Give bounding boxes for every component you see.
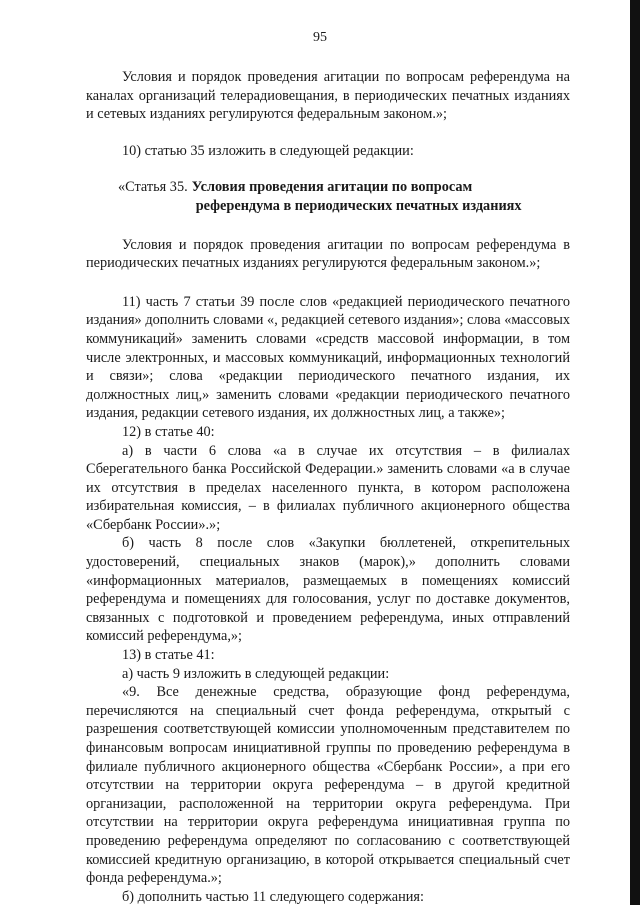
paragraph-item-12: 12) в статье 40: bbox=[122, 423, 215, 440]
paragraph-closing-clause: Условия и порядок проведения агитации по вопросам референдума на каналах организаций телерадиовещания, в периодических печатных изданиях и сетевых изданиях регулируются федеральным законом.»; bbox=[86, 69, 570, 123]
paragraph-item-12b: б) часть 8 после слов «Закупки бюллетеней, открепительных удостоверений, специальных знаков (марок),» дополнить словами «информационных материалов, размещаемых в помещениях комиссий референдума и помещениях для голосования, услуг по доставке документов, связанных с подготовкой и проведением референдума, иных отправлений комиссий референдума,»; bbox=[86, 535, 570, 645]
paragraph-item-10: 10) статью 35 изложить в следующей редакции: bbox=[122, 142, 414, 159]
paragraph-part-9-text: «9. Все денежные средства, образующие фонд референдума, перечисляются на специальный счет фонда референдума, открытый с разрешения соответствующей комиссии уполномоченным представителем по финансовым вопросам инициативной группы по проведению референдума в филиале публичного акционерного общества «Сбербанк России», а при его отсутствии на территории округа референдума – в другой кредитной организации, расположенной на территории округа референдума. При отсутствии на территории округа референдума инициативная группа по проведению референдума определяют по согласованию с соответствующей комиссией кредитную организацию, в которой открывается специальный счет фонда референдума.»; bbox=[86, 684, 570, 887]
paragraph-item-13a: а) часть 9 изложить в следующей редакции: bbox=[122, 665, 390, 682]
paragraph-item-13: 13) в статье 41: bbox=[122, 647, 215, 664]
article-heading-line-1: Условия проведения агитации по вопросам bbox=[191, 179, 473, 196]
paragraph-item-12a: а) в части 6 слова «а в случае их отсутствия – в филиалах Сберегательного банка Российской Федерации.» заменить словами «а в случае их отсутствия в пределах населенного пункта, в котором расположена избирательная комиссия, – в филиалах публичного акционерного общества «Сбербанк России».»; bbox=[86, 442, 570, 533]
paragraph-item-11: 11) часть 7 статьи 39 после слов «редакцией периодического печатного издания» дополнить словами «, редакцией сетевого издания»; слова «массовых коммуникаций» заменить словами «средств массовой информации, в том числе электронных, и массовых коммуникаций, информационных технологий и связи»; слова «редакции периодического печатного издания, их должностных лиц,» заменить словами «редакции периодического печатного издания, редакции сетевого издания, их должностных лиц, а также»; bbox=[86, 293, 570, 422]
document-body bbox=[86, 68, 570, 906]
article-heading-title bbox=[188, 178, 522, 215]
paragraph-item-13b: б) дополнить частью 11 следующего содержания: bbox=[122, 888, 424, 905]
paragraph-article-35-text: Условия и порядок проведения агитации по вопросам референдума в периодических печатных изданиях регулируются федеральным законом.»; bbox=[86, 236, 570, 272]
scan-edge bbox=[630, 0, 640, 905]
article-heading-number: «Статья 35. bbox=[118, 179, 188, 196]
page-number: 95 bbox=[313, 30, 327, 45]
article-heading-line-2: референдума в периодических печатных изданиях bbox=[195, 197, 522, 214]
article-heading bbox=[86, 178, 570, 215]
